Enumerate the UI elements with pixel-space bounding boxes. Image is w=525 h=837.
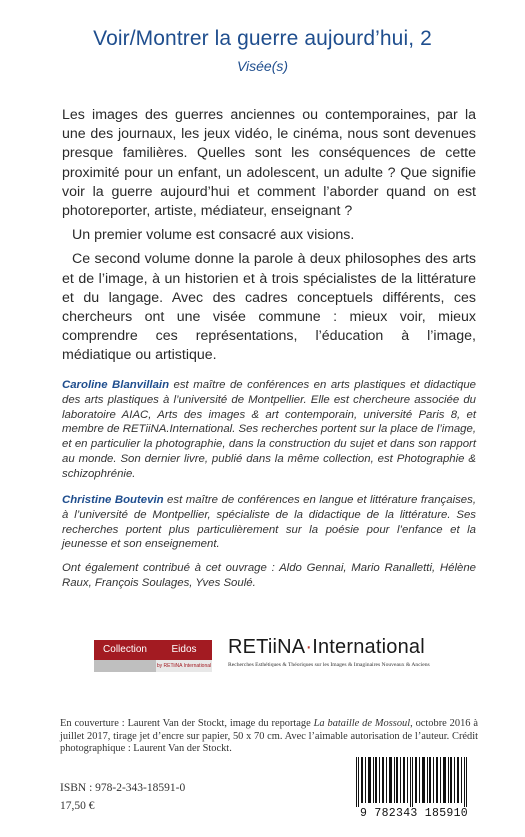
retina-logo-tagline: Recherches Esthétiques & Théoriques sur les Images & Imaginaires Nouveaux & Anciens bbox=[228, 662, 430, 668]
blurb-paragraph-1: Les images des guerres anciennes ou contemporaines, par la une des journaux, les jeux vidéo, le cinéma, nous sont devenues presque familières. Quelles sont les conséquences de cette proximité pour un enfant, un adolescent, un adulte ? Que signifie voir la guerre aujourd’hui et comment l’aborder quand on est photoreporter, artiste, médiateur, enseignant ? bbox=[62, 107, 476, 220]
collection-word: Collection bbox=[94, 640, 156, 660]
retina-logo-part1: RETiiNA bbox=[228, 636, 306, 658]
book-subtitle: Visée(s) bbox=[236, 58, 289, 74]
author-bio-text-blanvillain: est maître de conférences en arts plastiques et didactique des arts plastiques à l’université de Montpellier. Elle est chercheure associée du laboratoire AIAC, Arts des images & art contemporain, université Paris 8, et membre de RETiiNA.International. Ses recherches portent sur la place de l’image, et en particulier la photographie, dans la construction du sujet et dans son rapport au monde. Son dernier livre, publié dans la même collection, est Photographie & schizophrénie. bbox=[62, 379, 476, 480]
author-bio-boutevin bbox=[62, 493, 476, 552]
retina-international-logo bbox=[228, 636, 433, 668]
barcode-digits: 9 782343 185910 bbox=[359, 807, 469, 820]
author-name-boutevin: Christine Boutevin bbox=[62, 494, 164, 506]
blurb-paragraph-2: Un premier volume est consacré aux visions. bbox=[72, 227, 355, 244]
collection-name: Eidos bbox=[156, 640, 212, 660]
book-title: Voir/Montrer la guerre aujourd’hui, 2 bbox=[93, 27, 432, 50]
isbn: ISBN : 978-2-343-18591-0 bbox=[60, 782, 186, 794]
collection-logo-band bbox=[94, 660, 156, 672]
blurb bbox=[62, 106, 476, 371]
credits-work-title: La bataille de Mossoul bbox=[313, 718, 411, 729]
barcode-bars-icon bbox=[348, 757, 480, 807]
author-bio-text-boutevin: est maître de conférences en langue et littérature françaises, à l’université de Montpellier, spécialiste de la didactique de la littérature. Ses recherches portent plus particulièrement sur la poésie pour l’enfance et la jeunesse et son enseignement. bbox=[62, 494, 476, 551]
contributors: Ont également contribué à cet ouvrage : Aldo Gennai, Mario Ranalletti, Hélène Raux, François Soulages, Yves Soulé. bbox=[62, 562, 476, 589]
blurb-paragraph-3: Ce second volume donne la parole à deux philosophes des arts et de l’image, à un historien et à trois spécialistes de la littérature et du langage. Avec des cadres conceptuels différents, ces chercheurs ont une visée commune : mieux voir, mieux comprendre ces représentations, l’éducation à l’image, médiatique ou artistique. bbox=[62, 251, 476, 364]
retina-logo-dot: · bbox=[305, 636, 313, 658]
collection-eidos-logo bbox=[94, 640, 212, 672]
credits-lead: En couverture : Laurent Van der Stockt, image du reportage bbox=[60, 718, 314, 729]
author-bio-blanvillain bbox=[62, 378, 476, 482]
retina-logo-wordmark bbox=[228, 636, 433, 659]
author-name-blanvillain: Caroline Blanvillain bbox=[62, 379, 170, 391]
cover-credits bbox=[60, 718, 478, 756]
credits-rest: , octobre 2016 à juillet 2017, tirage jet d’encre sur papier, 50 x 70 cm. Avec l’aimable autorisation de l’auteur. Crédit photographique : Laurent Van der Stockt. bbox=[60, 718, 478, 755]
barcode bbox=[348, 757, 480, 819]
retina-logo-part2: International bbox=[312, 636, 425, 658]
price: 17,50 € bbox=[60, 800, 95, 812]
collection-tag: by RETiiNA International bbox=[156, 660, 212, 672]
